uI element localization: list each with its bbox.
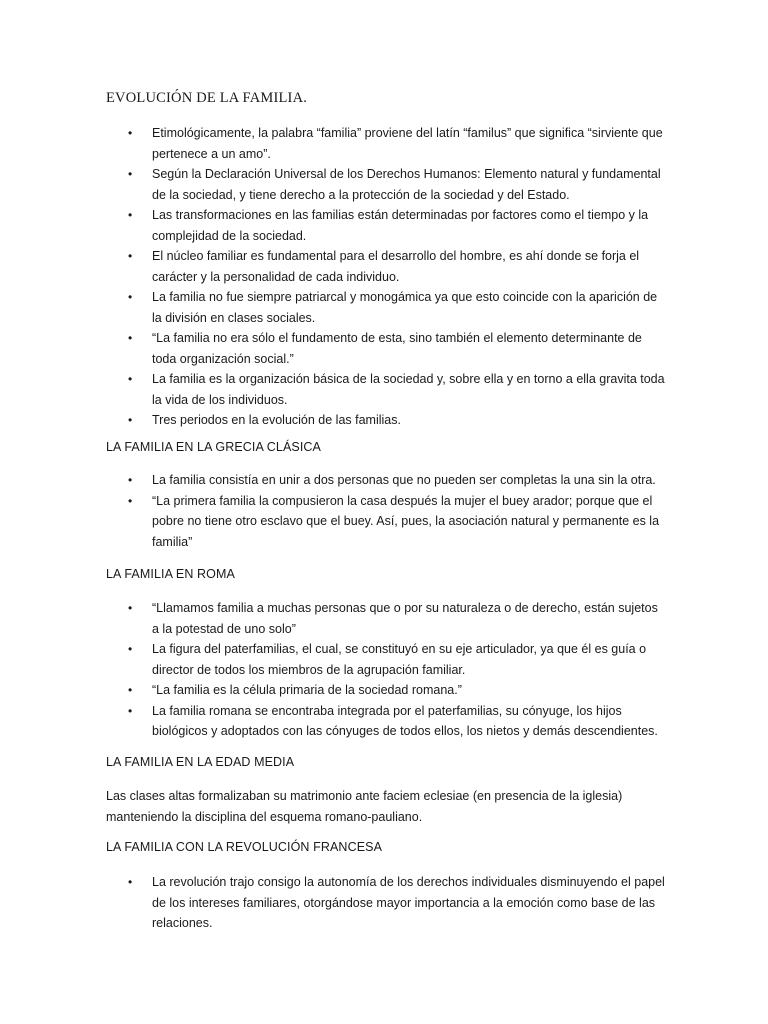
list-item	[0, 164, 768, 205]
intro-bullet-list	[0, 123, 768, 431]
list-item	[0, 491, 768, 553]
bullet-icon: •	[128, 642, 133, 656]
bullet-icon: •	[128, 249, 133, 263]
list-item	[0, 872, 768, 934]
bullet-icon: •	[128, 703, 133, 718]
list-item	[0, 470, 768, 491]
section-heading-edad-media: LA FAMILIA EN LA EDAD MEDIA	[106, 755, 295, 769]
bullet-icon: •	[128, 683, 133, 697]
bullet-icon: •	[128, 126, 133, 140]
bullet-icon: •	[128, 413, 133, 427]
list-item-text: El núcleo familiar es fundamental para el desarrollo del hombre, es ahí donde se forja el carácter y la personalidad de cada individuo.	[152, 249, 640, 284]
bullet-icon: •	[128, 372, 133, 386]
list-item-text: Etimológicamente, la palabra “familia” proviene del latín “familus” que significa “sirviente que pertenece a un amo”.	[152, 126, 663, 161]
bullet-icon: •	[128, 290, 133, 304]
list-item-text: La revolución trajo consigo la autonomía de los derechos individuales disminuyendo el papel de los intereses familiares, otorgándose mayor importancia a la emoción como base de las relaciones.	[152, 875, 665, 930]
list-item-text: La figura del paterfamilias, el cual, se constituyó en su eje articulador, ya que él es guía o director de todos los miembros de la agrupación familiar.	[152, 642, 647, 677]
list-item	[0, 328, 768, 369]
list-item-text: Tres periodos en la evolución de las familias.	[152, 413, 401, 427]
revolucion-bullet-list	[0, 872, 768, 934]
list-item-text: “Llamamos familia a muchas personas que o por su naturaleza o de derecho, están sujetos a la potestad de uno solo”	[152, 601, 658, 636]
list-item	[0, 639, 768, 680]
bullet-icon: •	[128, 875, 133, 889]
list-item-text: La familia consistía en unir a dos personas que no pueden ser completas la una sin la otra.	[152, 473, 656, 487]
list-item-text: Las transformaciones en las familias están determinadas por factores como el tiempo y la complejidad de la sociedad.	[152, 208, 649, 243]
list-item-text: “La familia no era sólo el fundamento de esta, sino también el elemento determinante de toda organización social.”	[152, 331, 642, 366]
edad-media-paragraph: Las clases altas formalizaban su matrimonio ante faciem eclesiae (en presencia de la iglesia) manteniendo la disciplina del esquema romano-pauliano.	[106, 789, 623, 824]
list-item-text: “La familia es la célula primaria de la sociedad romana.”	[152, 683, 462, 697]
bullet-icon: •	[128, 167, 133, 181]
list-item	[0, 287, 768, 328]
bullet-icon: •	[128, 473, 133, 487]
list-item-text: “La primera familia la compusieron la casa después la mujer el buey arador; porque que el pobre no tiene otro esclavo que el buey. Así, pues, la asociación natural y permanente es la familia”	[152, 493, 660, 549]
list-item	[0, 410, 768, 431]
list-item-text: Según la Declaración Universal de los Derechos Humanos: Elemento natural y fundamental de la sociedad, y tiene derecho a la protección de la sociedad y del Estado.	[152, 167, 661, 202]
document-title: EVOLUCIÓN DE LA FAMILIA.	[106, 90, 308, 106]
list-item	[0, 246, 768, 287]
list-item	[0, 598, 768, 639]
bullet-icon: •	[128, 493, 133, 508]
list-item-text: La familia no fue siempre patriarcal y monogámica ya que esto coincide con la aparición de la división en clases sociales.	[152, 290, 658, 325]
bullet-icon: •	[128, 601, 133, 615]
list-item	[0, 680, 768, 701]
bullet-icon: •	[128, 208, 133, 222]
list-item	[0, 205, 768, 246]
section-heading-grecia: LA FAMILIA EN LA GRECIA CLÁSICA	[106, 440, 321, 454]
list-item-text: La familia romana se encontraba integrada por el paterfamilias, su cónyuge, los hijos biológicos y adoptados con las cónyuges de todos ellos, los nietos y demás descendientes.	[152, 703, 658, 738]
section-heading-roma: LA FAMILIA EN ROMA	[106, 567, 235, 581]
list-item	[0, 123, 768, 164]
roma-bullet-list	[0, 598, 768, 742]
bullet-icon: •	[128, 331, 133, 345]
list-item	[0, 369, 768, 410]
section-heading-revolucion: LA FAMILIA CON LA REVOLUCIÓN FRANCESA	[106, 840, 383, 854]
list-item-text: La familia es la organización básica de la sociedad y, sobre ella y en torno a ella gravita toda la vida de los individuos.	[152, 372, 665, 407]
grecia-bullet-list	[0, 470, 768, 552]
list-item	[0, 701, 768, 742]
